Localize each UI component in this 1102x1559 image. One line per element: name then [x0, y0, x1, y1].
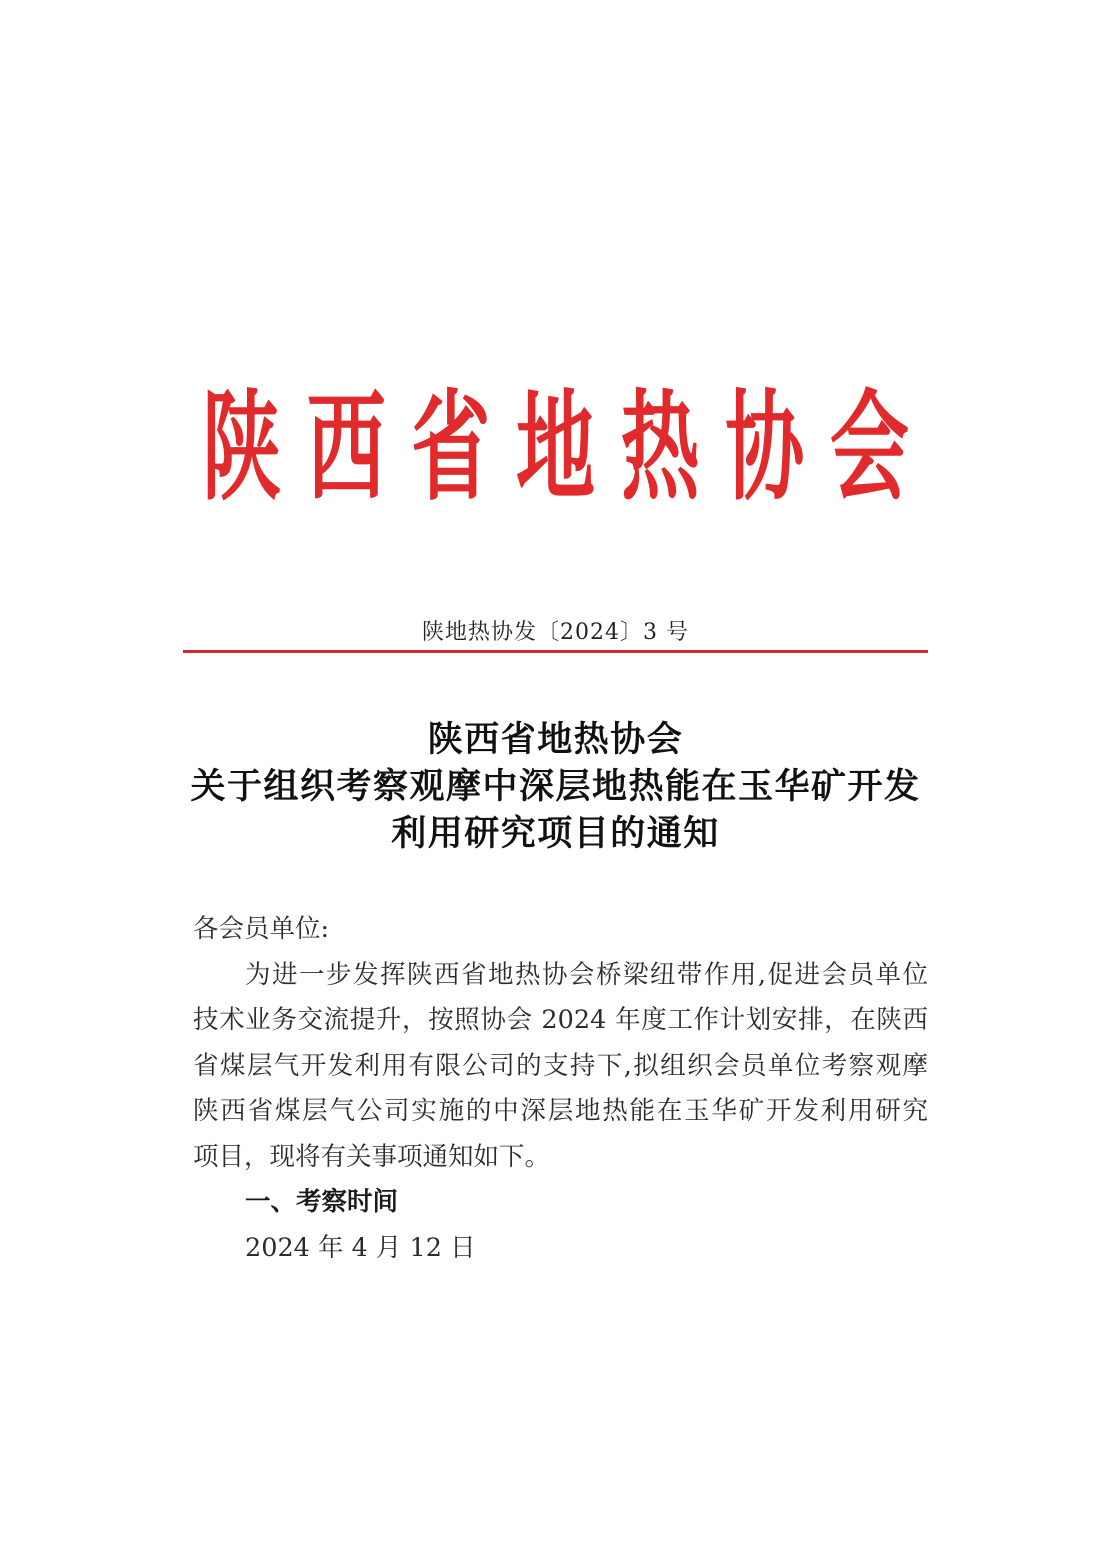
notice-title	[183, 716, 928, 857]
notice-title-line: 关于组织考察观摩中深层地热能在玉华矿开发	[190, 766, 921, 807]
red-divider-line	[183, 650, 928, 653]
salutation: 各会员单位:	[193, 914, 330, 944]
paragraph-line: 项目，现将有关事项通知如下。	[193, 1141, 551, 1172]
paragraph-line: 陕西省煤层气公司实施的中深层地热能在玉华矿开发利用研究	[193, 1096, 928, 1126]
paragraph-line: 为进一步发挥陕西省地热协会桥梁纽带作用,促进会员单位	[245, 959, 928, 990]
inspection-date: 2024 年 4 月 12 日	[245, 1232, 476, 1263]
notice-title-line: 陕西省地热协会	[427, 719, 684, 760]
body-paragraph	[193, 953, 928, 1181]
notice-title-line: 利用研究项目的通知	[391, 813, 720, 854]
letterhead-title: 陕西省地热协会	[202, 376, 935, 517]
paragraph-line: 省煤层气开发利用有限公司的支持下,拟组织会员单位考察观摩	[193, 1050, 928, 1081]
section-heading: 一、考察时间	[245, 1187, 399, 1217]
notice-body	[193, 907, 928, 1271]
document-number: 陕地热协发〔2024〕3 号	[422, 620, 689, 645]
paragraph-line: 技术业务交流提升，按照协会 2024 年度工作计划安排，在陕西	[193, 1005, 928, 1035]
